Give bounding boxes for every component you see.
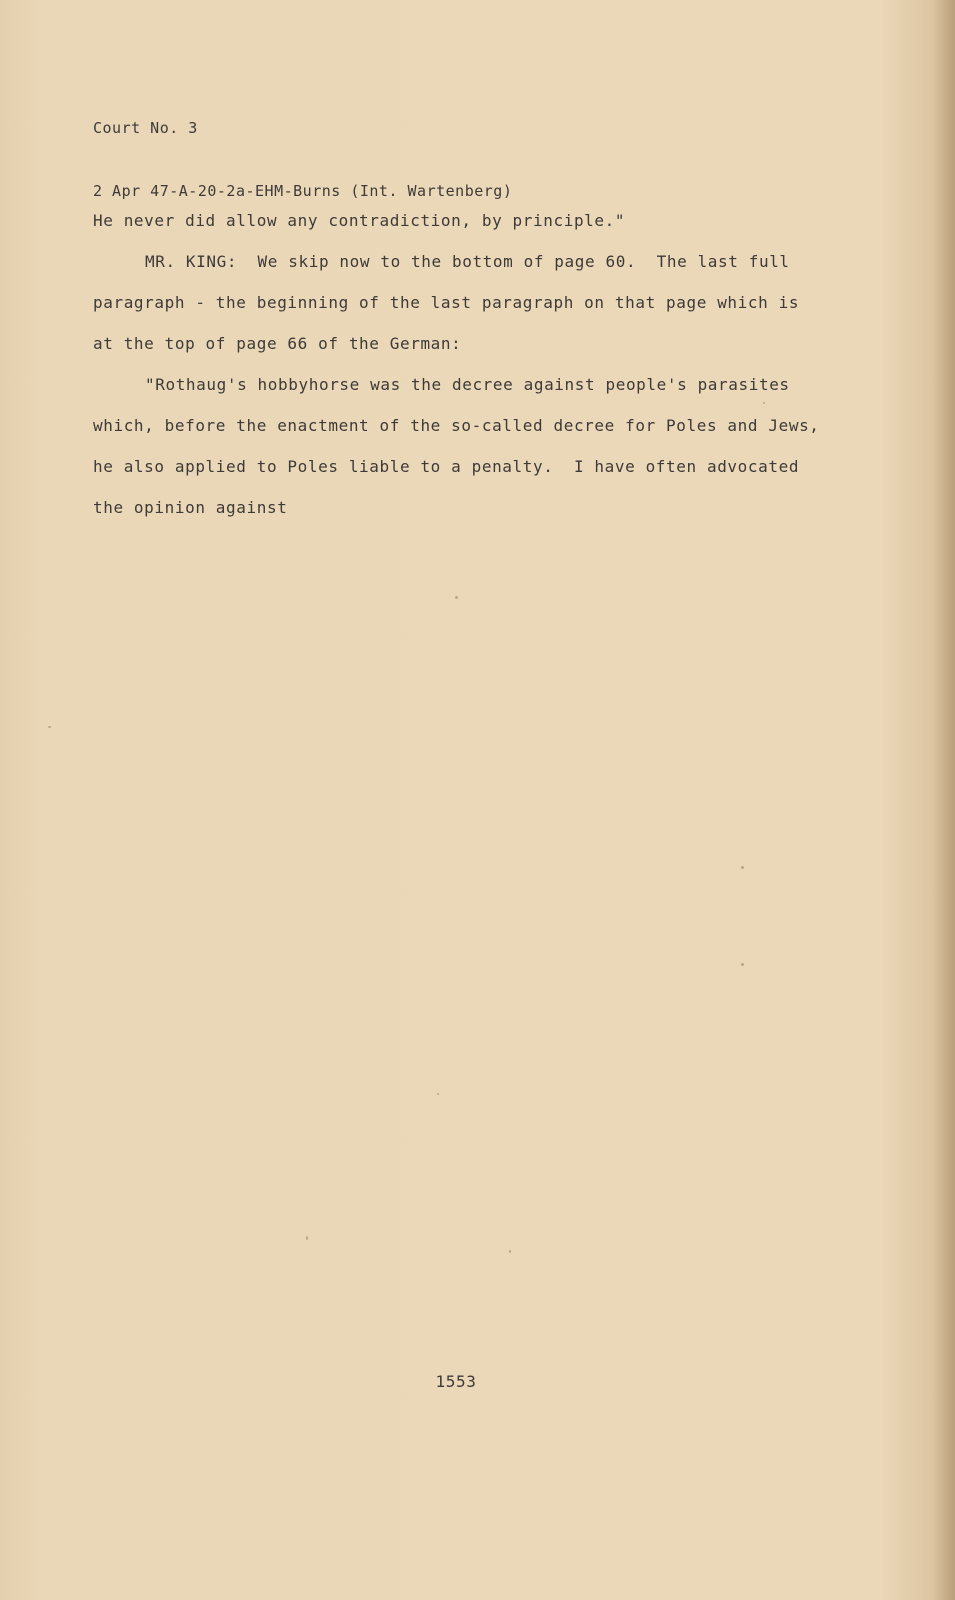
transcript-body xyxy=(93,200,933,528)
transcript-line: which, before the enactment of the so-called decree for Poles and Jews, xyxy=(93,416,820,435)
paper-speck xyxy=(509,1250,511,1253)
paper-speck xyxy=(437,1093,439,1095)
session-reference: 2 Apr 47-A-20-2a-EHM-Burns (Int. Wartenberg) xyxy=(93,182,513,200)
transcript-line: he also applied to Poles liable to a penalty. I have often advocated xyxy=(93,457,800,476)
transcript-line: paragraph - the beginning of the last paragraph on that page which is xyxy=(93,293,800,312)
page-edge-shadow xyxy=(933,0,955,1600)
page-number: 1553 xyxy=(435,1372,477,1391)
transcript-line: "Rothaug's hobbyhorse was the decree against people's parasites xyxy=(145,375,790,394)
transcript-line: He never did allow any contradiction, by principle." xyxy=(93,211,626,230)
paper-speck xyxy=(763,402,765,404)
court-number: Court No. 3 xyxy=(93,119,198,137)
paper-speck xyxy=(741,866,744,869)
transcript-line: the opinion against xyxy=(93,498,288,517)
paper-speck xyxy=(741,963,744,966)
paper-speck xyxy=(306,1236,308,1240)
transcript-line: at the top of page 66 of the German: xyxy=(93,334,462,353)
transcript-line: MR. KING: We skip now to the bottom of page 60. The last full xyxy=(145,252,790,271)
paper-speck xyxy=(48,726,51,728)
paper-speck xyxy=(455,596,458,599)
